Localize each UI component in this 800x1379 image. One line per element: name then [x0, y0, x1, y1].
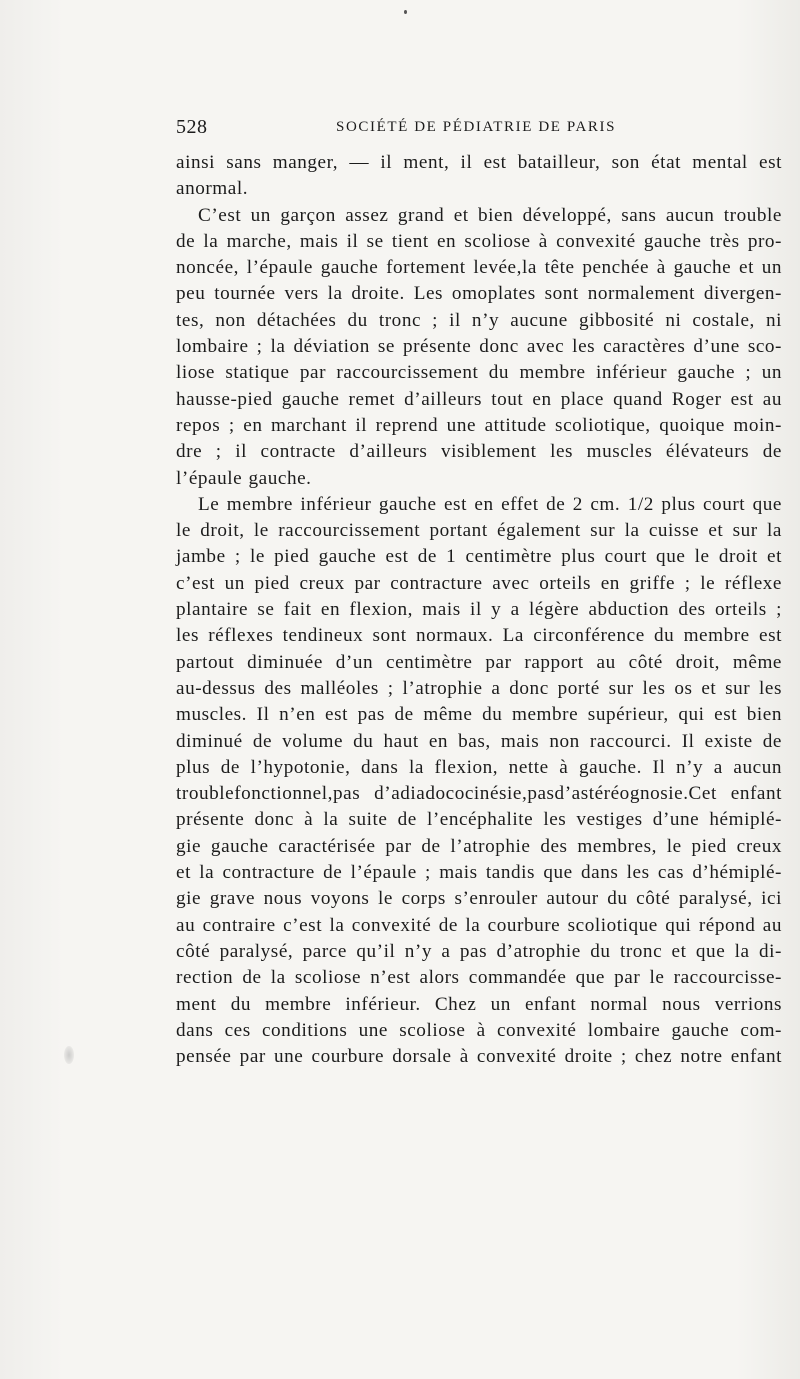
text-line: dans ces conditions une scoliose à convexité lombaire gauche com-: [176, 1019, 782, 1041]
text-line: plus de l’hypotonie, dans la flexion, nette à gauche. Il n’y a aucun: [176, 756, 782, 778]
text-line: pensée par une courbure dorsale à convexité droite ; chez notre enfant: [176, 1046, 782, 1068]
page-header: [176, 116, 780, 138]
text-line: rection de la scoliose n’est alors commandée que par le raccourcisse-: [176, 967, 782, 989]
text-line: au contraire c’est la convexité de la courbure scoliotique qui répond au: [176, 914, 782, 936]
text-line: côté paralysé, parce qu’il n’y a pas d’atrophie du tronc et que la di-: [176, 940, 782, 962]
text-line: tes, non détachées du tronc ; il n’y aucune gibbosité ni costale, ni: [176, 309, 782, 331]
text-line: hausse-pied gauche remet d’ailleurs tout en place quand Roger est au: [176, 388, 782, 410]
paper-smudge: [64, 1046, 74, 1064]
text-line: de la marche, mais il se tient en scoliose à convexité gauche très pro-: [176, 230, 782, 252]
text-line: ainsi sans manger, — il ment, il est batailleur, son état mental est: [176, 152, 782, 173]
text-line: partout diminuée d’un centimètre par rapport au côté droit, même: [176, 651, 782, 673]
text-line: C’est un garçon assez grand et bien développé, sans aucun trouble: [198, 204, 782, 226]
text-line: les réflexes tendineux sont normaux. La circonférence du membre est: [176, 625, 782, 647]
running-head: SOCIÉTÉ DE PÉDIATRIE DE PARIS: [336, 119, 617, 135]
text-line: c’est un pied creux par contracture avec orteils en griffe ; le réflexe: [176, 572, 782, 594]
text-line: jambe ; le pied gauche est de 1 centimètre plus court que le droit et: [176, 546, 782, 568]
text-line: troublefonctionnel,pas d’adiadococinésie,pasd’astéréognosie.Cet enfant: [176, 783, 782, 805]
text-line: peu tournée vers la droite. Les omoplates sont normalement divergen-: [176, 283, 782, 305]
text-line: gie grave nous voyons le corps s’enrouler autour du côté paralysé, ici: [176, 888, 782, 910]
text-line: ment du membre inférieur. Chez un enfant normal nous verrions: [176, 993, 782, 1015]
text-line: l’épaule gauche.: [176, 467, 312, 489]
text-line: le droit, le raccourcissement portant également sur la cuisse et sur la: [176, 520, 782, 542]
text-line: présente donc à la suite de l’encéphalite les vestiges d’une hémiplé-: [176, 809, 782, 831]
text-line: dre ; il contracte d’ailleurs visiblement les muscles élévateurs de: [176, 441, 782, 463]
page-number: 528: [176, 116, 208, 138]
text-line: lombaire ; la déviation se présente donc avec les caractères d’une sco-: [176, 336, 782, 358]
text-line: Le membre inférieur gauche est en effet de 2 cm. 1/2 plus court que: [198, 493, 782, 515]
text-line: liose statique par raccourcissement du membre inférieur gauche ; un: [176, 362, 782, 384]
text-line: noncée, l’épaule gauche fortement levée,la tête penchée à gauche et un: [176, 257, 782, 279]
text-line: muscles. Il n’en est pas de même du membre supérieur, qui est bien: [176, 704, 782, 726]
text-line: diminué de volume du haut en bas, mais non raccourci. Il existe de: [176, 730, 782, 752]
text-line: et la contracture de l’épaule ; mais tandis que dans les cas d’hémiplé-: [176, 862, 782, 884]
text-line: gie gauche caractérisée par de l’atrophie des membres, le pied creux: [176, 835, 782, 857]
body-text: [176, 150, 782, 1070]
text-line: repos ; en marchant il reprend une attitude scoliotique, quoique moin-: [176, 414, 782, 436]
text-line: plantaire se fait en flexion, mais il y a légère abduction des orteils ;: [176, 599, 782, 621]
ink-speck: [404, 10, 407, 14]
text-line: au-dessus des malléoles ; l’atrophie a donc porté sur les os et sur les: [176, 677, 782, 699]
text-line: anormal.: [176, 178, 249, 200]
